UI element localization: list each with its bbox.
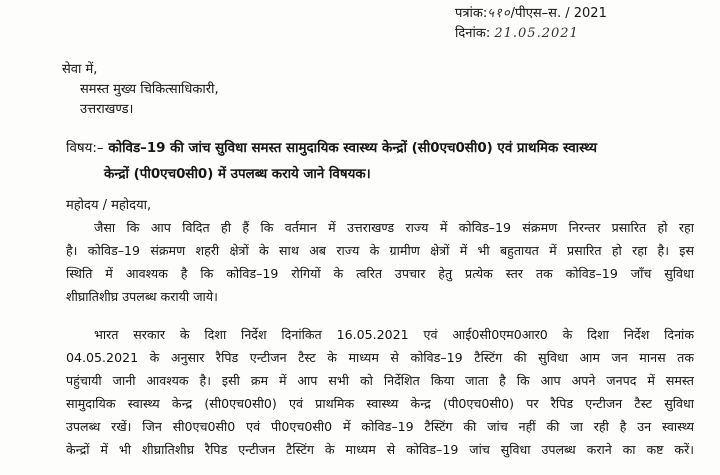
paragraph-line: पहुंचायी जानी आवश्यक है। इसी क्रम में आप सभी को निर्देशित किया जाता है कि आप अपने जनपद में समस्त xyxy=(66,373,694,388)
recipient-address xyxy=(62,60,219,120)
ref-number-handwritten: ५१० xyxy=(487,6,511,21)
reference-block xyxy=(455,4,607,44)
paragraph-line: शीघ्रातिशीघ्र उपलब्ध करायी जाये। xyxy=(66,289,218,304)
salutation: महोदय / महोदया, xyxy=(66,198,152,213)
paragraph-2 xyxy=(66,323,694,461)
date-label: दिनांक: xyxy=(455,26,491,41)
paragraph-line: सामुदायिक स्वास्थ्य केन्द्र (सी0एच0सी0) एवं प्राथमिक स्वास्थ्य केन्द्र (पी0एच0सी0) पर रैपिड एन्टीजन टैस्ट सुविधा xyxy=(66,396,694,411)
ref-label: पत्रांक: xyxy=(455,6,488,21)
ref-suffix: /पीएस–स. / 2021 xyxy=(510,6,607,21)
paragraph-line: है। कोविड–19 संक्रमण शहरी क्षेत्रों के साथ अब राज्य के ग्रामीण क्षेत्रों में भी बहुतायत में प्रसारित हो रहा है। इस xyxy=(66,243,694,258)
date-handwritten: 21.05.2021 xyxy=(494,26,579,41)
paragraph-line: स्थिति में आवश्यक है कि कोविड–19 रोगियों के त्वरित उपचार हेतु प्रत्येक स्तर तक कोविड–19 जाँच सुविधा xyxy=(66,266,694,281)
paragraph-line: 04.05.2021 के अनुसार रैपिड एन्टीजन टैस्ट के माध्यम से कोविड–19 टैस्टिंग की सुविधा आम जन मानस तक xyxy=(66,350,694,365)
reference-number-row xyxy=(455,4,607,24)
paragraph-line: जैसा कि आप विदित ही हैं कि वर्तमान में उत्तराखण्ड राज्य में कोविड–19 संक्रमण निरन्तर प्रसारित हो रहा xyxy=(94,220,694,235)
paragraph-line: भारत सरकार के दिशा निर्देश दिनांकित 16.05.2021 एवं आई0सी0एम0आर0 के दिशा निर्देश दिनांक xyxy=(94,327,694,342)
paragraph-1 xyxy=(66,216,694,308)
paragraph-line: उपलब्ध रखें। जिन सी0एच0सी0 एवं पी0एच0सी0 में कोविड–19 टैस्टिंग की जांच नहीं की जा रही है उन स्वास्थ्य xyxy=(66,419,694,434)
paragraph-line: केन्द्रों में भी शीघ्रातिशीघ्र रैपिड एन्टीजन टैस्टिंग के माध्यम से कोविड–19 जांच सुविधा उपलब्ध कराने का कष्ट करें। xyxy=(66,442,694,457)
address-line: उत्तराखण्ड। xyxy=(80,102,134,117)
subject-text-2: केन्द्रों (पी0एच0सी0) में उपलब्ध कराये जाने विषयक। xyxy=(104,167,371,182)
subject-line-1 xyxy=(66,136,666,162)
subject-block xyxy=(66,136,666,188)
address-line: समस्त मुख्य चिकित्साधिकारी, xyxy=(80,82,219,97)
subject-label: विषय:– xyxy=(66,141,104,156)
date-row xyxy=(455,24,607,44)
subject-text-1: कोविड–19 की जांच सुविधा समस्त सामुदायिक स्वास्थ्य केन्द्रों (सी0एच0सी0) एवं प्राथमिक स्वास्थ्य xyxy=(108,141,597,156)
address-line: सेवा में, xyxy=(62,62,98,77)
